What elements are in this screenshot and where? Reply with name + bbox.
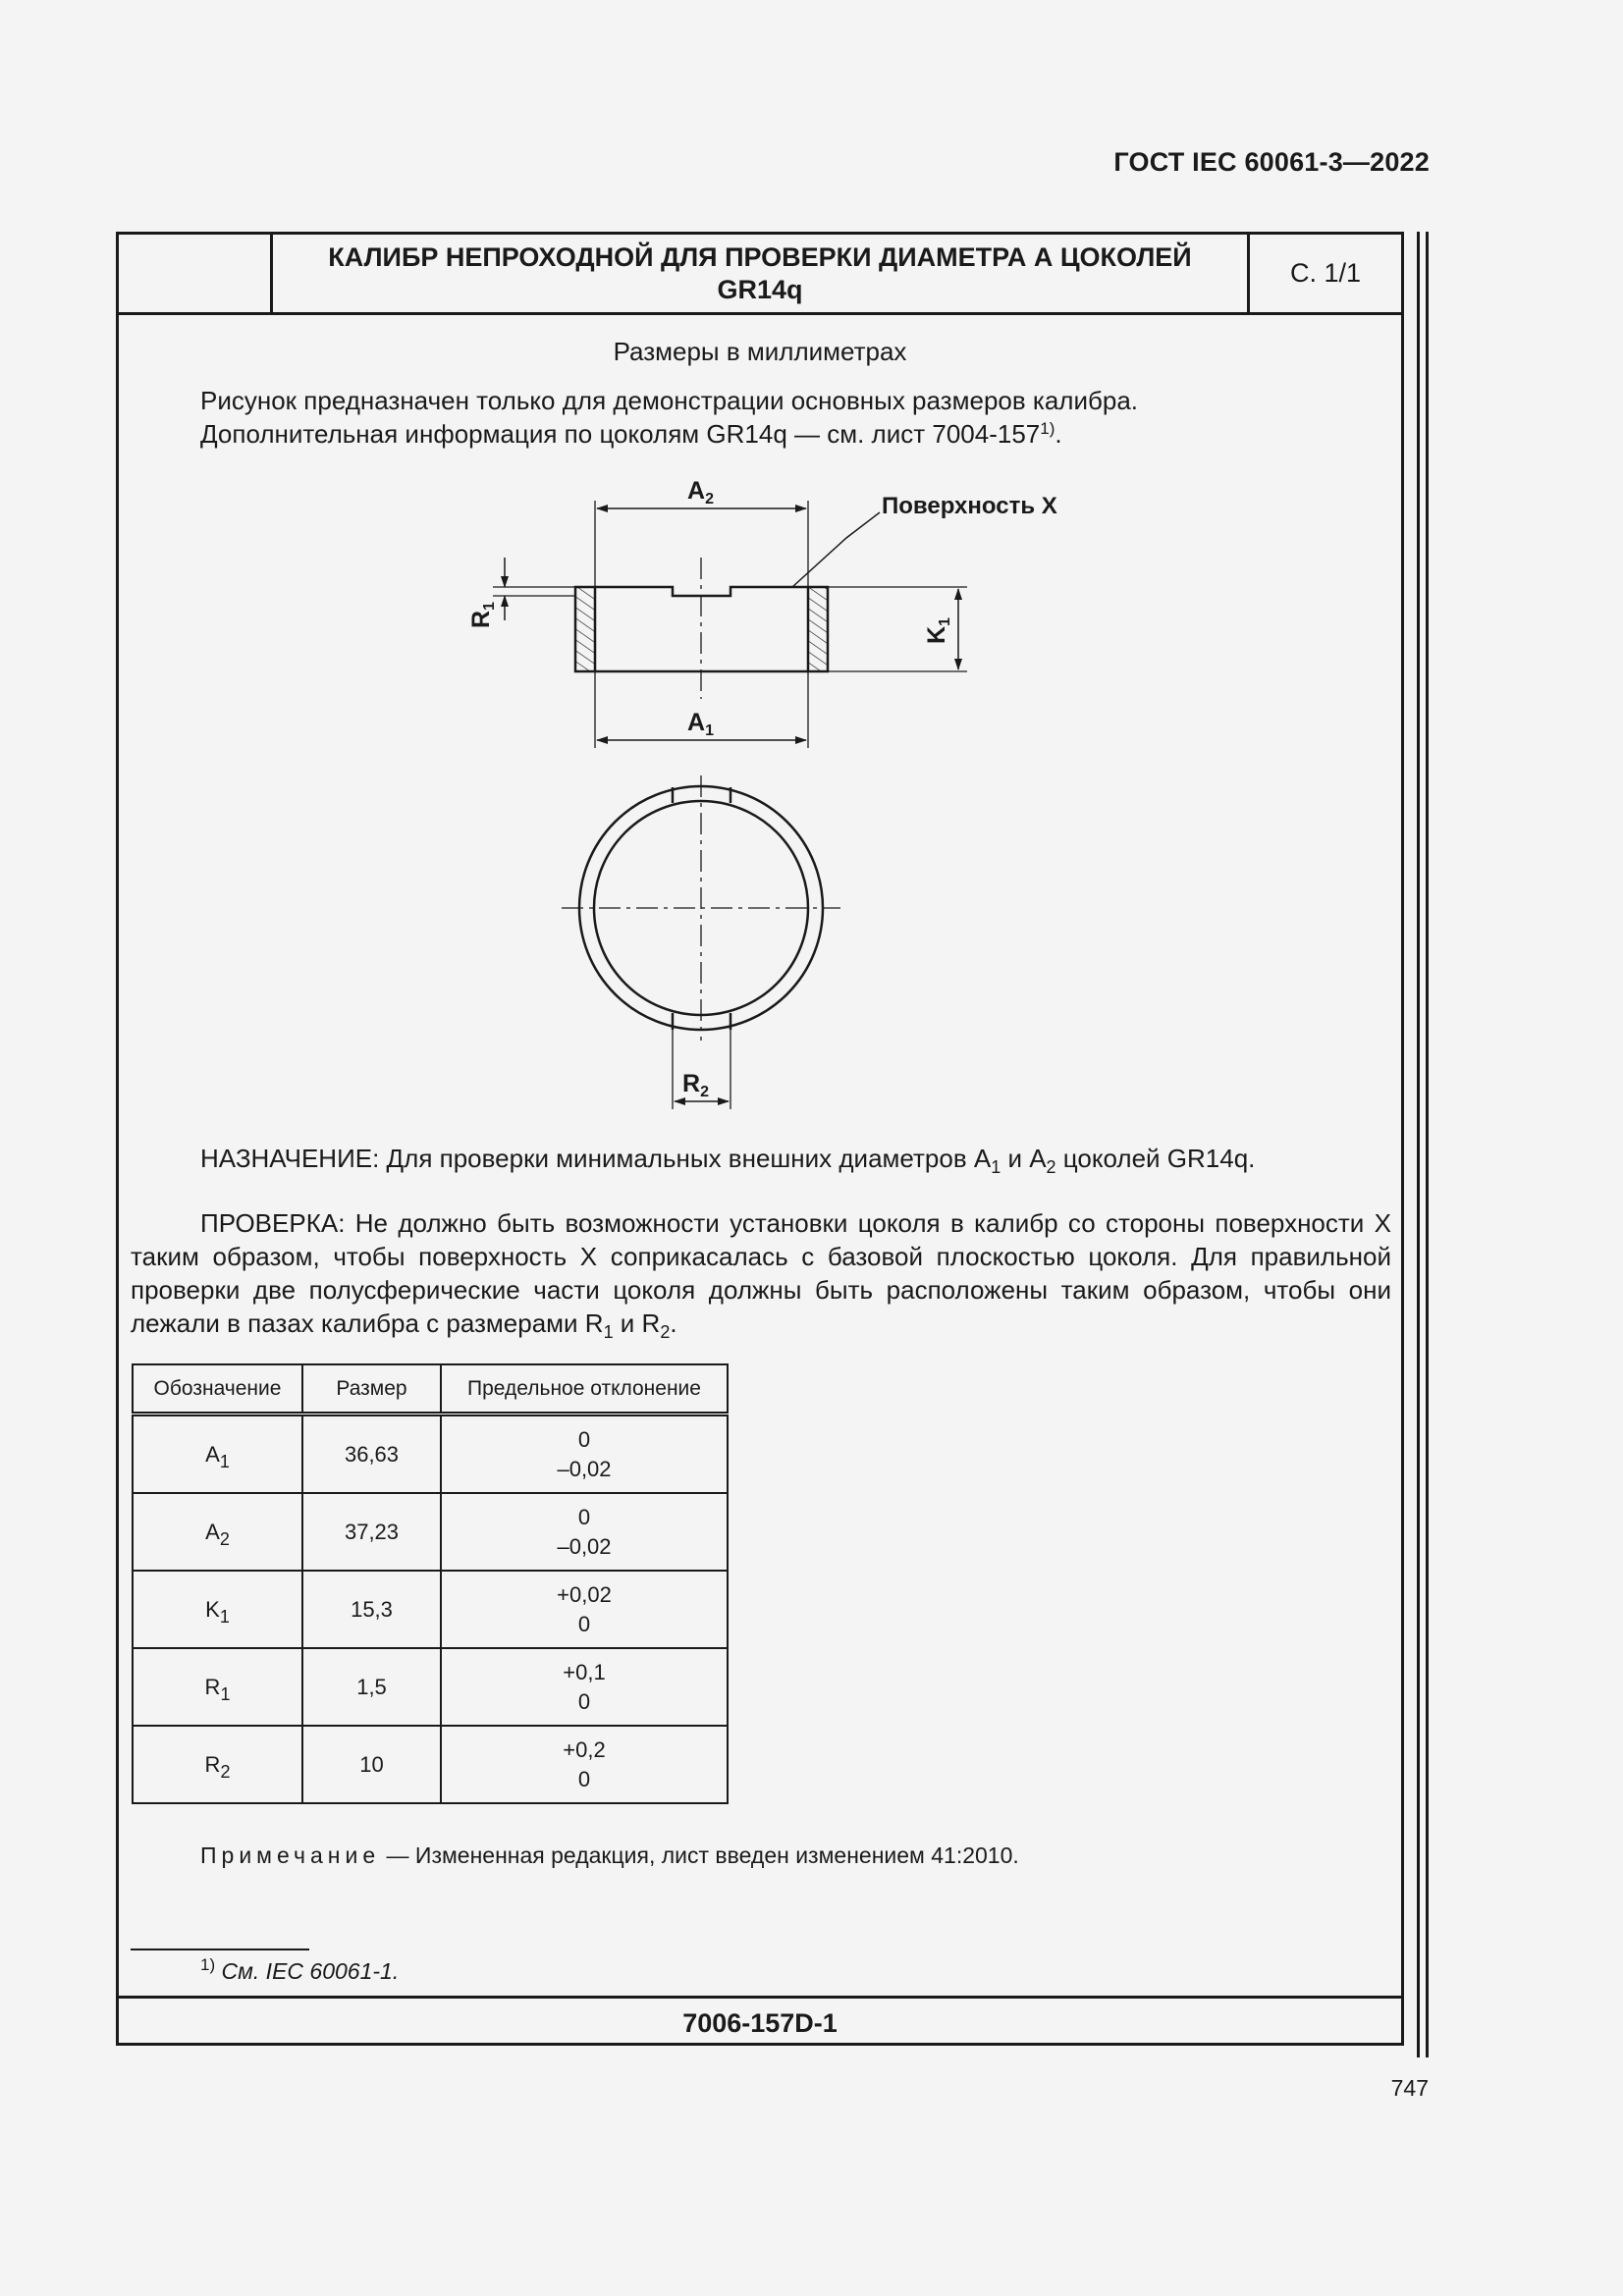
footnote-text: См. IEC 60061-1. (221, 1958, 400, 1984)
intro-line2-text: Дополнительная информация по цоколям GR14q — см. лист 7004-157 (200, 419, 1041, 449)
label-k1: $K_1$ (923, 617, 953, 644)
tolerance-cell: 0 –0,02 (441, 1493, 728, 1571)
note (200, 1842, 1019, 1869)
label-r1: $R_1$ (467, 602, 498, 628)
footnote-ref: 1) (1040, 419, 1055, 438)
size-cell: 37,23 (302, 1493, 441, 1571)
note-text: — Измененная редакция, лист введен изменением 41:2010. (380, 1842, 1019, 1868)
units-caption: Размеры в миллиметрах (613, 337, 907, 366)
standard-header: ГОСТ IEC 60061-3—2022 (1113, 147, 1430, 177)
size-cell: 10 (302, 1726, 441, 1803)
tolerance-cell: +0,02 0 (441, 1571, 728, 1648)
tolerance-cell: 0 –0,02 (441, 1415, 728, 1494)
footnote-rule (131, 1949, 309, 1950)
check-text: . (670, 1308, 677, 1338)
gauge-wall-right (808, 587, 828, 671)
tolerance-table (132, 1363, 729, 1804)
sheet-page: С. 1/1 (1289, 258, 1362, 288)
symbol-cell: $A_2$ (133, 1493, 302, 1571)
label-a1: $A_1$ (687, 709, 714, 739)
table-row (133, 1726, 728, 1803)
purpose-sub: 1 (991, 1157, 1001, 1177)
table-row (133, 1493, 728, 1571)
purpose-text: цоколей GR14q. (1055, 1144, 1256, 1173)
table-header: Обозначение (133, 1364, 302, 1415)
purpose-text: и A (1001, 1144, 1047, 1173)
size-cell: 1,5 (302, 1648, 441, 1726)
gauge-wall-left (575, 587, 595, 671)
intro-line1: Рисунок предназначен только для демонстрации основных размеров калибра. (200, 386, 1139, 415)
label-a2: $A_2$ (687, 477, 714, 507)
symbol-cell: $R_1$ (133, 1648, 302, 1726)
gauge-drawing (0, 0, 1623, 1139)
symbol-cell: $K_1$ (133, 1571, 302, 1648)
footnote (200, 1955, 400, 1985)
label-r2: $R_2$ (682, 1070, 709, 1100)
sheet-title-line1: КАЛИБР НЕПРОХОДНОЙ ДЛЯ ПРОВЕРКИ ДИАМЕТРА А ЦОКОЛЕЙ (328, 241, 1192, 272)
check-sub: 1 (603, 1322, 614, 1342)
purpose-sub: 2 (1046, 1157, 1056, 1177)
table-row (133, 1648, 728, 1726)
tolerance-cell: +0,2 0 (441, 1726, 728, 1803)
check-sub: 2 (660, 1322, 671, 1342)
purpose-text: НАЗНАЧЕНИЕ: Для проверки минимальных внешних диаметров A (200, 1144, 992, 1173)
footnote-mark: 1) (200, 1955, 216, 1974)
intro-line2-end: . (1055, 419, 1062, 449)
check-text: и R (613, 1308, 661, 1338)
table-row (133, 1571, 728, 1648)
size-cell: 36,63 (302, 1415, 441, 1494)
footer-rule (119, 1996, 1401, 1999)
table-row (133, 1415, 728, 1494)
purpose-paragraph (200, 1142, 1379, 1175)
page-number: 747 (1390, 2075, 1429, 2101)
table-header-row (133, 1364, 728, 1415)
check-paragraph (131, 1206, 1391, 1340)
gauge-plan-view (562, 775, 840, 1041)
check-text: ПРОВЕРКА: Не должно быть возможности установки цоколя в калибр со стороны поверхности X таким образом, чтобы поверхность X соприкасалась с базовой плоскостью цоколя. Для правильной проверки две полусферические части цоколя должны быть расположены таким образом, чтобы они лежали в пазах калибра с размерами R (131, 1208, 1391, 1338)
symbol-cell: $A_1$ (133, 1415, 302, 1494)
size-cell: 15,3 (302, 1571, 441, 1648)
surface-x-leader (792, 512, 880, 587)
note-label: Примечание (200, 1842, 381, 1868)
label-surface-x: Поверхность X (882, 493, 1057, 519)
symbol-cell: $R_2$ (133, 1726, 302, 1803)
table-header: Размер (302, 1364, 441, 1415)
sheet-code: 7006-157D-1 (682, 2008, 838, 2038)
sheet-title-line2: GR14q (717, 274, 803, 304)
table-header: Предельное отклонение (441, 1364, 728, 1415)
tolerance-cell: +0,1 0 (441, 1648, 728, 1726)
